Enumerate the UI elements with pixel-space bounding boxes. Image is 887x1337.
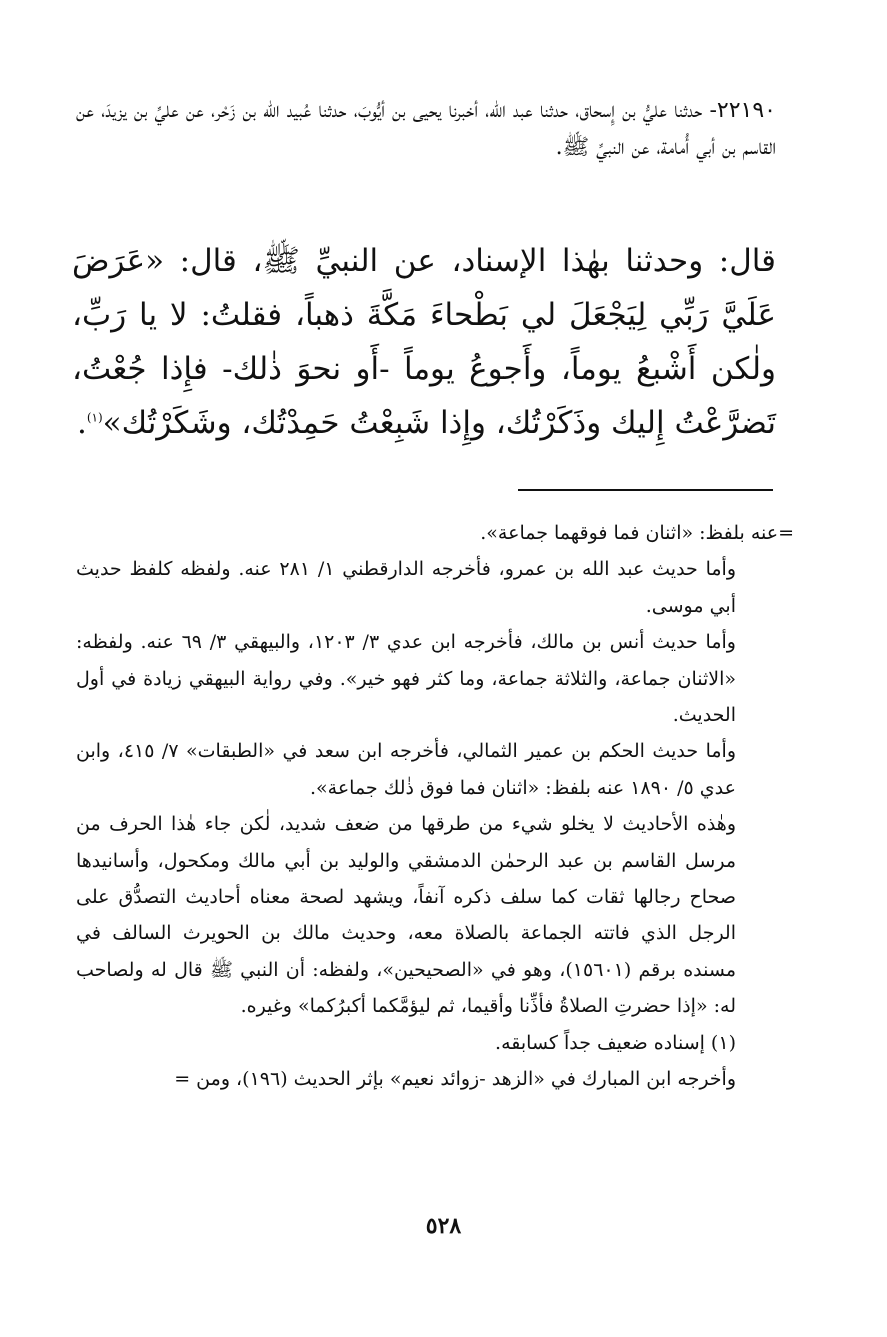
footnote-paragraph: وأما حديث الحكم بن عمير الثمالي، فأخرجه ابن سعد في «الطبقات» ٧/ ٤١٥، وابن عدي ٥/ ١٨٩٠ عنه بلفظ: «اثنان فما فوق ذٰلك جماعة».: [76, 740, 736, 799]
hadith-matn: [72, 234, 776, 450]
hadith-matn-text: قال: وحدثنا بهٰذا الإسناد، عن النبيِّ ﷺ، قال: «عَرَضَ عَلَيَّ رَبِّي لِيَجْعَلَ لي بَطْحاءَ مَكَّةَ ذهباً، فقلتُ: لا يا رَبِّ، ولٰكن أَشْبعُ يوماً، وأَجوعُ يوماً -أَو نحوَ ذٰلك- فإِذا جُعْتُ، تَضرَّعْتُ إِليك وذَكَرْتُك، وإِذا شَبِعْتُ حَمِدْتُك، وشَكَرْتُك»: [72, 243, 776, 441]
hadith-isnad: [76, 92, 776, 166]
footnote-paragraph: =عنه بلفظ: «اثنان فما فوقهما جماعة».: [480, 522, 794, 544]
page-number: ٥٢٨: [425, 1213, 462, 1239]
footnote-paragraph: وأما حديث عبد الله بن عمرو، فأخرجه الدارقطني ١/ ٢٨١ عنه. ولفظه كلفظ حديث أبي موسى.: [76, 558, 736, 617]
hadith-isnad-text: ٢٢١٩٠- حدثنا عليُّ بن إِسحاق، حدثنا عبد الله، أخبرنا يحيى بن أيُّوبَ، حدثنا عُبيد الله بن زَحْر، عن عليِّ بن يزيدَ، عن القاسم بن أبي أُمامة، عن النبيِّ ﷺ.: [76, 98, 776, 160]
footnote-paragraph: وأما حديث أنس بن مالك، فأخرجه ابن عدي ٣/ ١٢٠٣، والبيهقي ٣/ ٦٩ عنه. ولفظه: «الاثنان جماعة، والثلاثة جماعة، وما كثر فهو خير». وفي رواية البيهقي زيادة في أول الحديث.: [76, 631, 736, 727]
footnote-paragraph: وهٰذه الأحاديث لا يخلو شيء من طرقها من ضعف شديد، لٰكن جاء هٰذا الحرف من مرسل القاسم بن عبد الرحمٰن الدمشقي والوليد بن أبي مالك ومكحول، وأسانيدها صحاح رجالها ثقات كما سلف ذكره آنفاً، ويشهد لصحة معناه أحاديث التصدُّق على الرجل الذي فاتته الجماعة بالصلاة معه، وحديث مالك بن الحويرث السالف في مسنده برقم (١٥٦٠١)، وهو في «الصحيحين»، ولفظه: أن النبي ﷺ قال له ولصاحب له: «إذا حضرتِ الصلاةُ فأذِّنا وأقيما، ثم ليؤمَّكما أكبرُكما» وغيره.: [76, 813, 736, 1018]
footnotes-block: [76, 515, 794, 1098]
footnote-paragraph: (١) إسناده ضعيف جداً كسابقه.: [495, 1031, 736, 1054]
footnote-reference: (١): [86, 410, 103, 425]
matn-end-mark: .: [76, 405, 87, 441]
footnote-paragraph: وأخرجه ابن المبارك في «الزهد -زوائد نعيم» بإثر الحديث (١٩٦)، ومن =: [174, 1068, 736, 1091]
footnote-separator: [518, 489, 773, 491]
